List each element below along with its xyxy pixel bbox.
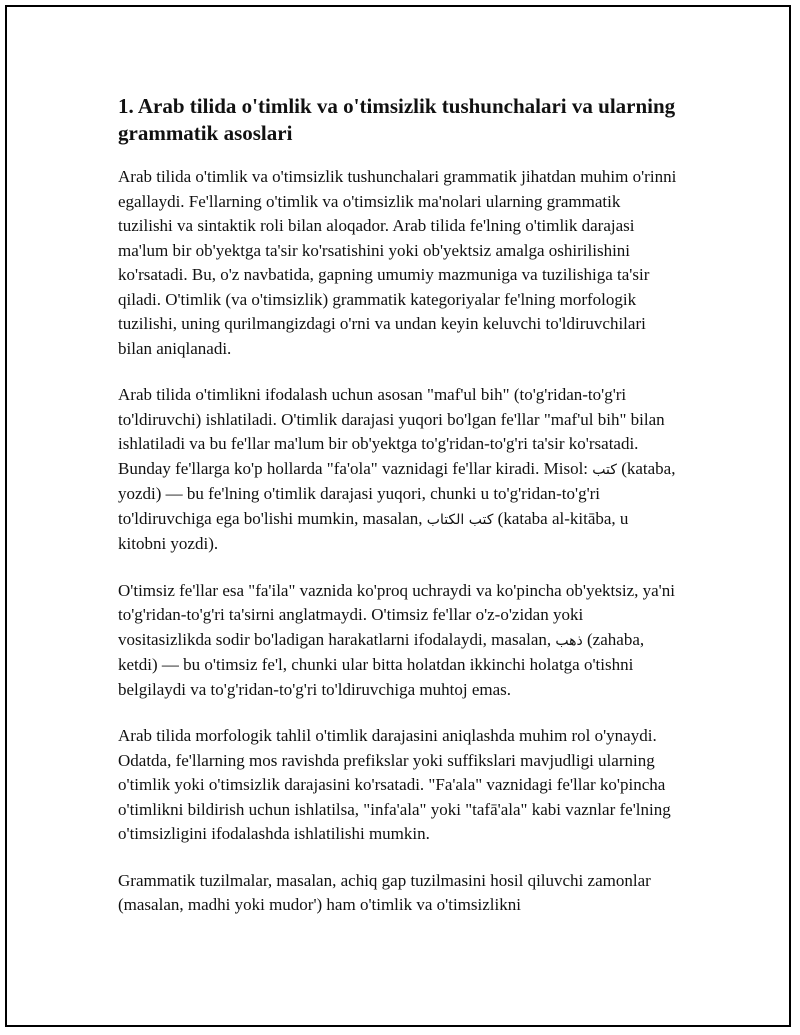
paragraph-3-text-2: (zahaba, ketdi) — bu o'timsiz fe'l, chunki ular bitta holatdan ikkinchi holatga o'tishni belgilaydi va to'g'ridan-to'g'ri to'ldiruvchiga muhtoj emas. xyxy=(118,629,645,699)
paragraph-2-text-2: (kataba, yozdi) — bu fe'lning o'timlik darajasi yuqori, chunki u to'g'ridan-to'g'ri to'ldiruvchiga ega bo'lishi mumkin, masalan, xyxy=(118,458,676,528)
arabic-word-kataba: كتب xyxy=(592,461,617,478)
paragraph-5: Grammatik tuzilmalar, masalan, achiq gap tuzilmasini hosil qiluvchi zamonlar (masalan, madhi yoki mudor') ham o'timlik va o'timsizlikni xyxy=(118,870,651,914)
paragraph-3 xyxy=(118,579,678,703)
arabic-phrase-kataba-al-kitaba: كتب الكتاب xyxy=(426,511,494,528)
arabic-word-zahaba: ذهب xyxy=(555,632,583,649)
paragraph-2-text-3: (kataba al-kitāba, u kitobni yozdi). xyxy=(118,508,629,553)
document-body xyxy=(118,93,678,940)
paragraph-3-text-1: O'timsiz fe'llar esa "fa'ila" vaznida ko'proq uchraydi va ko'pincha ob'yektsiz, ya'ni to'g'ridan-to'g'ri ta'sirni anglatmaydi. O'timsiz fe'llar o'z-o'zidan yoki vositasizlikda sodir bo'ladigan harakatlarni ifodalaydi, masalan, xyxy=(118,580,675,649)
paragraph-2-text-1: Arab tilida o'timlikni ifodalash uchun asosan "maf'ul bih" (to'g'ridan-to'g'ri to'ldiruvchi) ishlatiladi. O'timlik darajasi yuqori bo'lgan fe'llar "maf'ul bih" bilan ishlatiladi va bu fe'llar ma'lum bir ob'yektga to'g'ridan-to'g'ri ta'sir ko'rsatadi. Bunday fe'llarga ko'p hollarda "fa'ola" vaznidagi fe'llar kiradi. Misol: xyxy=(118,385,665,478)
paragraph-4: Arab tilida morfologik tahlil o'timlik darajasini aniqlashda muhim rol o'ynaydi. Odatda, fe'llarning mos ravishda prefikslar yoki suffikslari mavjudligi ularning o'timlik yoki o'timsizlik darajasini ko'rsatadi. "Fa'ala" vaznidagi fe'llar ko'pincha o'timlikni bildirish uchun ishlatilsa, "infa'ala" yoki "tafā'ala" kabi vaznlar fe'lning o'timsizligini ifodalashda ishlatilishi mumkin. xyxy=(118,726,671,843)
paragraph-1: Arab tilida o'timlik va o'timsizlik tushunchalari grammatik jihatdan muhim o'rinni egallaydi. Fe'llarning o'timlik va o'timsizlik ma'nolari ularning grammatik tuzilishi va sintaktik roli bilan aloqador. Arab tilida fe'lning o'timlik darajasi ma'lum bir ob'yektga ta'sir ko'rsatishini yoki ob'yektsiz amalga oshirilishini ko'rsatadi. Bu, o'z navbatida, gapning umumiy mazmuniga va tuzilishiga ta'sir qiladi. O'timlik (va o'timsizlik) grammatik kategoriyalar fe'lning morfologik tuzilishi, uning qurilmangizdagi o'rni va undan keyin keluvchi to'ldiruvchilari bilan aniqlanadi. xyxy=(118,167,677,358)
section-heading: 1. Arab tilida o'timlik va o'timsizlik tushunchalari va ularning grammatik asoslari xyxy=(118,94,676,145)
paragraph-2 xyxy=(118,383,678,557)
